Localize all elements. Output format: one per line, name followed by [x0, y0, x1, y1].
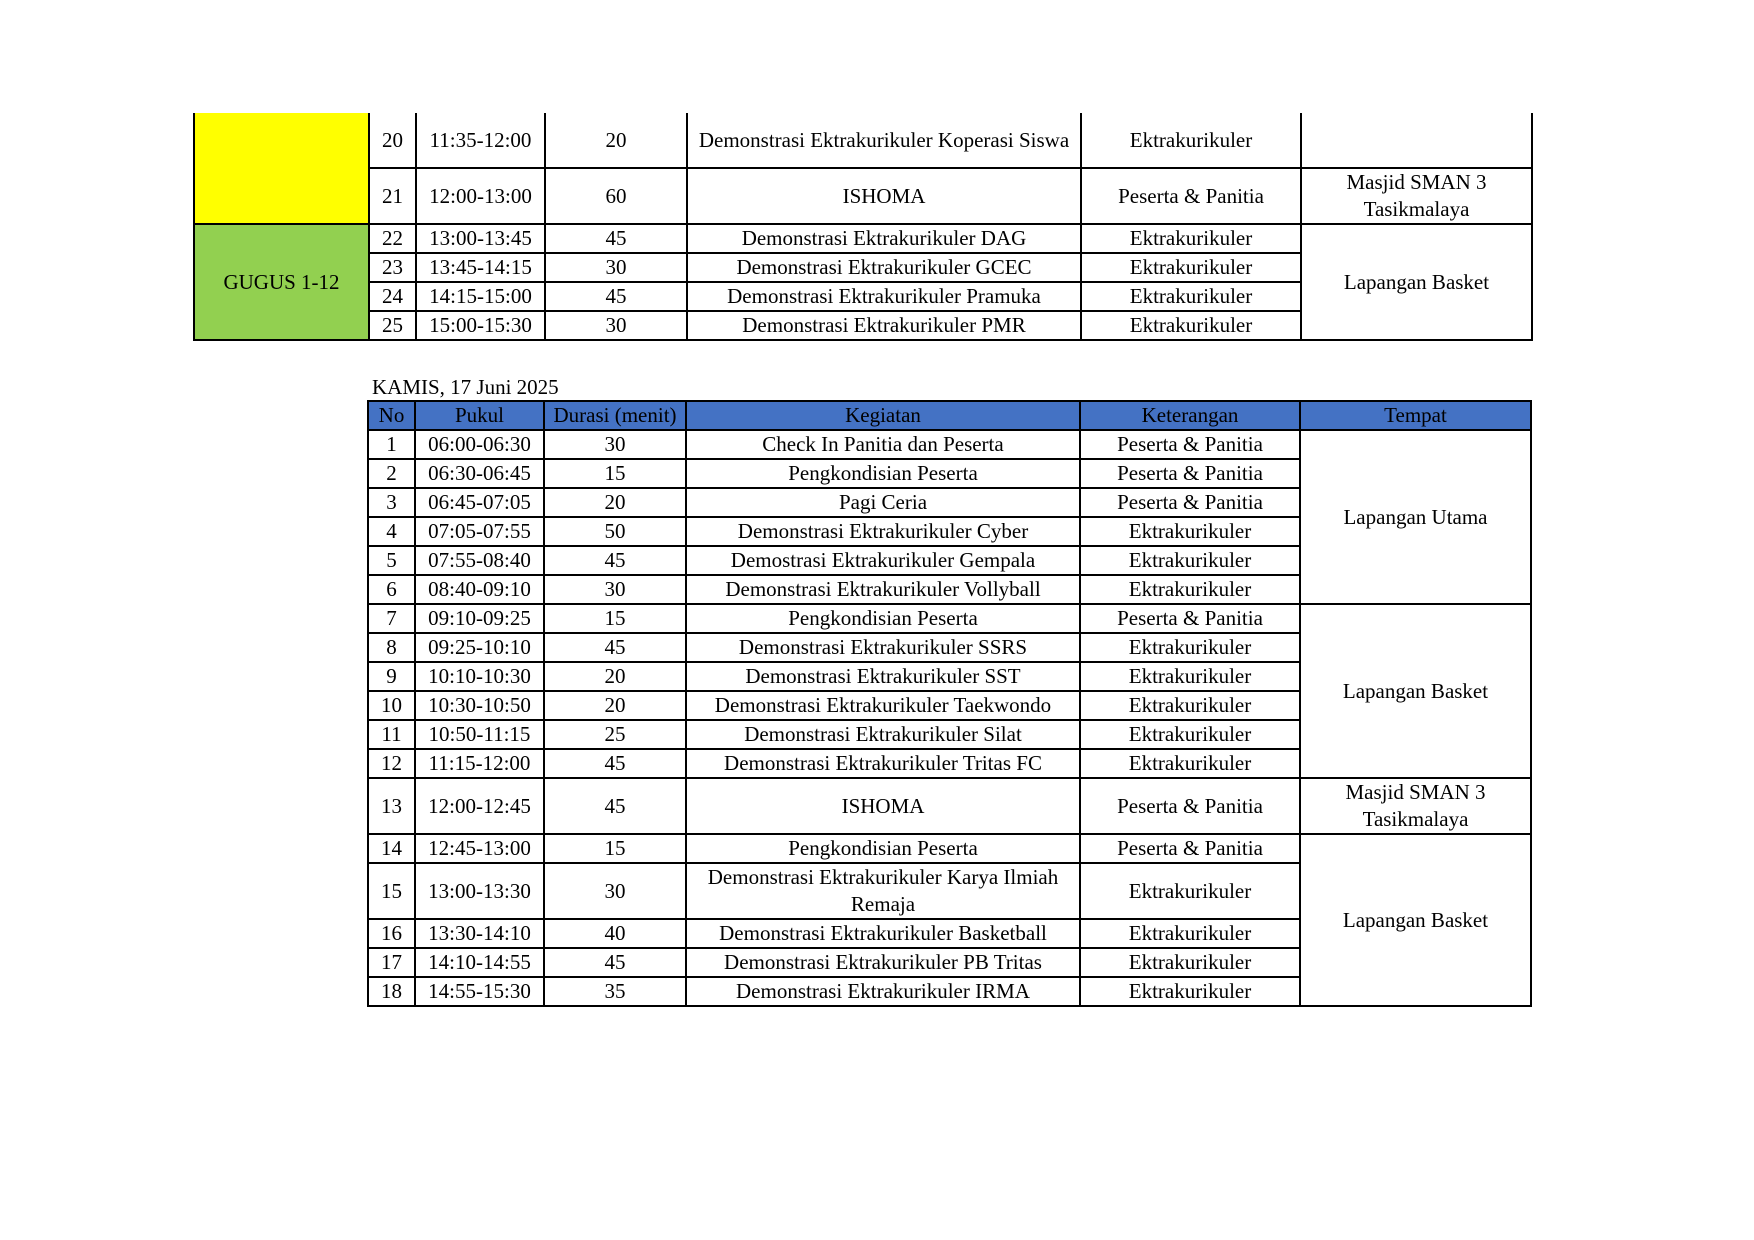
cell-keterangan: Peserta & Panitia: [1080, 430, 1300, 459]
cell-kegiatan: Demonstrasi Ektrakurikuler Pramuka: [687, 282, 1081, 311]
cell-durasi: 20: [544, 488, 686, 517]
cell-no: 12: [368, 749, 415, 778]
cell-no: 4: [368, 517, 415, 546]
cell-tempat: Masjid SMAN 3 Tasikmalaya: [1300, 778, 1531, 834]
cell-no: 18: [368, 977, 415, 1006]
cell-no: 23: [369, 253, 416, 282]
cell-no: 3: [368, 488, 415, 517]
cell-kegiatan: Pengkondisian Peserta: [686, 834, 1080, 863]
cell-no: 5: [368, 546, 415, 575]
cell-no: 6: [368, 575, 415, 604]
cell-pukul: 15:00-15:30: [416, 311, 545, 340]
table-row: [368, 430, 1531, 459]
schedule-table-kamis: [367, 400, 1532, 1007]
cell-pukul: 14:15-15:00: [416, 282, 545, 311]
cell-keterangan: Ektrakurikuler: [1081, 253, 1301, 282]
cell-keterangan: Ektrakurikuler: [1080, 863, 1300, 919]
cell-durasi: 15: [544, 834, 686, 863]
cell-pukul: 07:05-07:55: [415, 517, 544, 546]
table-row: [194, 113, 1532, 168]
cell-kegiatan: ISHOMA: [687, 168, 1081, 224]
cell-pukul: 13:00-13:30: [415, 863, 544, 919]
header-keterangan: Keterangan: [1080, 401, 1300, 430]
cell-kegiatan: Demonstrasi Ektrakurikuler GCEC: [687, 253, 1081, 282]
cell-kegiatan: Demonstrasi Ektrakurikuler Tritas FC: [686, 749, 1080, 778]
cell-kegiatan: Pengkondisian Peserta: [686, 459, 1080, 488]
cell-pukul: 12:00-12:45: [415, 778, 544, 834]
cell-pukul: 14:55-15:30: [415, 977, 544, 1006]
header-no: No: [368, 401, 415, 430]
cell-keterangan: Ektrakurikuler: [1080, 948, 1300, 977]
cell-no: 14: [368, 834, 415, 863]
table-row: [194, 168, 1532, 224]
cell-kegiatan: Demonstrasi Ektrakurikuler SST: [686, 662, 1080, 691]
cell-durasi: 45: [544, 633, 686, 662]
cell-keterangan: Peserta & Panitia: [1080, 459, 1300, 488]
table-row: [368, 778, 1531, 834]
cell-pukul: 10:50-11:15: [415, 720, 544, 749]
cell-no: 8: [368, 633, 415, 662]
cell-keterangan: Ektrakurikuler: [1081, 113, 1301, 168]
cell-kegiatan: Demonstrasi Ektrakurikuler Karya Ilmiah Remaja: [686, 863, 1080, 919]
cell-no: 16: [368, 919, 415, 948]
cell-pukul: 06:00-06:30: [415, 430, 544, 459]
table-row: [368, 604, 1531, 633]
cell-keterangan: Ektrakurikuler: [1080, 720, 1300, 749]
cell-durasi: 30: [544, 575, 686, 604]
cell-kegiatan: Demonstrasi Ektrakurikuler Silat: [686, 720, 1080, 749]
cell-tempat-empty: [1301, 113, 1532, 168]
cell-pukul: 13:45-14:15: [416, 253, 545, 282]
header-durasi: Durasi (menit): [544, 401, 686, 430]
cell-durasi: 15: [544, 459, 686, 488]
cell-keterangan: Ektrakurikuler: [1080, 633, 1300, 662]
cell-no: 2: [368, 459, 415, 488]
cell-pukul: 10:30-10:50: [415, 691, 544, 720]
cell-tempat: Lapangan Basket: [1301, 224, 1532, 340]
cell-keterangan: Ektrakurikuler: [1080, 691, 1300, 720]
cell-keterangan: Ektrakurikuler: [1080, 575, 1300, 604]
header-pukul: Pukul: [415, 401, 544, 430]
cell-durasi: 45: [544, 749, 686, 778]
cell-no: 22: [369, 224, 416, 253]
cell-durasi: 45: [544, 546, 686, 575]
cell-pukul: 09:25-10:10: [415, 633, 544, 662]
cell-pukul: 14:10-14:55: [415, 948, 544, 977]
cell-keterangan: Peserta & Panitia: [1080, 604, 1300, 633]
cell-no: 11: [368, 720, 415, 749]
cell-keterangan: Ektrakurikuler: [1080, 977, 1300, 1006]
cell-no: 24: [369, 282, 416, 311]
cell-tempat: Lapangan Basket: [1300, 834, 1531, 1006]
cell-pukul: 06:45-07:05: [415, 488, 544, 517]
cell-pukul: 10:10-10:30: [415, 662, 544, 691]
cell-no: 9: [368, 662, 415, 691]
group-cell-yellow: [194, 113, 369, 224]
cell-durasi: 45: [545, 224, 687, 253]
cell-keterangan: Peserta & Panitia: [1080, 834, 1300, 863]
cell-durasi: 45: [544, 778, 686, 834]
cell-pukul: 08:40-09:10: [415, 575, 544, 604]
cell-tempat: Lapangan Basket: [1300, 604, 1531, 778]
cell-kegiatan: Demonstrasi Ektrakurikuler DAG: [687, 224, 1081, 253]
header-kegiatan: Kegiatan: [686, 401, 1080, 430]
cell-kegiatan: Pagi Ceria: [686, 488, 1080, 517]
cell-durasi: 45: [544, 948, 686, 977]
cell-keterangan: Ektrakurikuler: [1080, 517, 1300, 546]
cell-durasi: 40: [544, 919, 686, 948]
cell-pukul: 09:10-09:25: [415, 604, 544, 633]
cell-durasi: 30: [544, 863, 686, 919]
cell-keterangan: Ektrakurikuler: [1081, 224, 1301, 253]
table-row: [368, 834, 1531, 863]
cell-pukul: 11:35-12:00: [416, 113, 545, 168]
cell-pukul: 13:30-14:10: [415, 919, 544, 948]
cell-no: 1: [368, 430, 415, 459]
cell-keterangan: Peserta & Panitia: [1081, 168, 1301, 224]
cell-kegiatan: Demonstrasi Ektrakurikuler PMR: [687, 311, 1081, 340]
cell-kegiatan: Demonstrasi Ektrakurikuler Basketball: [686, 919, 1080, 948]
cell-keterangan: Ektrakurikuler: [1080, 919, 1300, 948]
cell-kegiatan: Pengkondisian Peserta: [686, 604, 1080, 633]
cell-kegiatan: Demonstrasi Ektrakurikuler Koperasi Siswa: [687, 113, 1081, 168]
header-tempat: Tempat: [1300, 401, 1531, 430]
cell-keterangan: Peserta & Panitia: [1080, 778, 1300, 834]
cell-kegiatan: Demonstrasi Ektrakurikuler PB Tritas: [686, 948, 1080, 977]
cell-durasi: 20: [544, 691, 686, 720]
cell-kegiatan: Demostrasi Ektrakurikuler Gempala: [686, 546, 1080, 575]
cell-keterangan: Ektrakurikuler: [1080, 749, 1300, 778]
group-cell-gugus: GUGUS 1-12: [194, 224, 369, 340]
cell-keterangan: Peserta & Panitia: [1080, 488, 1300, 517]
cell-durasi: 30: [545, 253, 687, 282]
cell-tempat: Lapangan Utama: [1300, 430, 1531, 604]
schedule-table-continued: [193, 113, 1533, 341]
cell-pukul: 12:45-13:00: [415, 834, 544, 863]
cell-keterangan: Ektrakurikuler: [1080, 662, 1300, 691]
cell-kegiatan: Check In Panitia dan Peserta: [686, 430, 1080, 459]
cell-no: 21: [369, 168, 416, 224]
cell-keterangan: Ektrakurikuler: [1081, 311, 1301, 340]
cell-kegiatan: Demonstrasi Ektrakurikuler Taekwondo: [686, 691, 1080, 720]
cell-durasi: 35: [544, 977, 686, 1006]
cell-no: 25: [369, 311, 416, 340]
cell-kegiatan: Demonstrasi Ektrakurikuler IRMA: [686, 977, 1080, 1006]
table-row: [194, 224, 1532, 253]
cell-durasi: 30: [545, 311, 687, 340]
cell-no: 20: [369, 113, 416, 168]
section-date-title: KAMIS, 17 Juni 2025: [372, 375, 559, 399]
cell-kegiatan: Demonstrasi Ektrakurikuler SSRS: [686, 633, 1080, 662]
cell-tempat: Masjid SMAN 3 Tasikmalaya: [1301, 168, 1532, 224]
cell-pukul: 13:00-13:45: [416, 224, 545, 253]
cell-pukul: 12:00-13:00: [416, 168, 545, 224]
cell-keterangan: Ektrakurikuler: [1081, 282, 1301, 311]
cell-kegiatan: ISHOMA: [686, 778, 1080, 834]
cell-no: 17: [368, 948, 415, 977]
cell-kegiatan: Demonstrasi Ektrakurikuler Cyber: [686, 517, 1080, 546]
table-header-row: [368, 401, 1531, 430]
cell-no: 15: [368, 863, 415, 919]
cell-pukul: 11:15-12:00: [415, 749, 544, 778]
cell-no: 7: [368, 604, 415, 633]
cell-pukul: 07:55-08:40: [415, 546, 544, 575]
cell-durasi: 20: [544, 662, 686, 691]
cell-durasi: 60: [545, 168, 687, 224]
cell-durasi: 20: [545, 113, 687, 168]
cell-durasi: 30: [544, 430, 686, 459]
cell-pukul: 06:30-06:45: [415, 459, 544, 488]
cell-keterangan: Ektrakurikuler: [1080, 546, 1300, 575]
cell-no: 13: [368, 778, 415, 834]
cell-durasi: 45: [545, 282, 687, 311]
cell-durasi: 50: [544, 517, 686, 546]
cell-durasi: 25: [544, 720, 686, 749]
cell-no: 10: [368, 691, 415, 720]
cell-kegiatan: Demonstrasi Ektrakurikuler Vollyball: [686, 575, 1080, 604]
cell-durasi: 15: [544, 604, 686, 633]
